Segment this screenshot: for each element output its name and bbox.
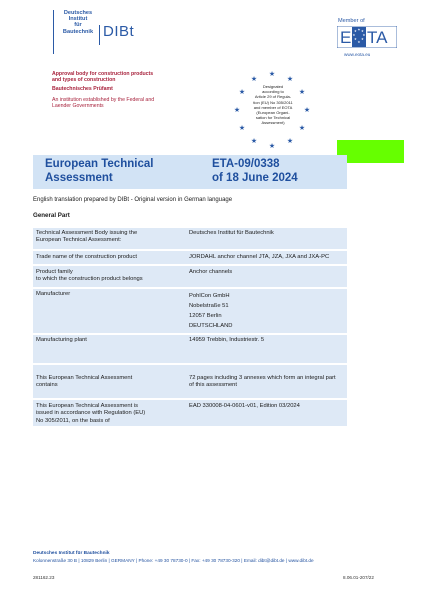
svg-text:TA: TA	[367, 28, 388, 47]
dibt-name-line: Bautechnik	[62, 28, 94, 35]
approval-line: and types of construction	[52, 77, 116, 84]
dibt-logo-rule	[53, 10, 54, 54]
footer-org-name: Deutsches Institut für Bautechnik	[33, 551, 110, 556]
row-label: Manufacturer	[36, 291, 71, 297]
svg-text:★: ★	[361, 37, 364, 41]
star-icon: ★	[233, 106, 241, 114]
star-icon: ★	[238, 88, 246, 96]
row-value: 72 pages including 3 annexes which form an integral part of this assessment	[189, 375, 336, 389]
dibt-name-line: Deutsches	[63, 10, 93, 16]
star-icon: ★	[268, 142, 276, 150]
row-label: Manufacturing plant	[36, 337, 87, 343]
designation-line: Article 29 of Regula-	[254, 94, 292, 100]
footer-doc-number: 281162.23	[33, 575, 55, 580]
title-line: Assessment	[45, 171, 113, 184]
svg-text:★: ★	[354, 37, 357, 41]
designation-line: Designated	[262, 84, 284, 89]
approval-body-heading	[52, 71, 153, 84]
row-label: This European Technical Assessment contains	[36, 375, 133, 389]
approval-name: Bautechnisches Prüfamt	[52, 86, 113, 92]
dibt-name-line: für	[74, 22, 82, 29]
approval-description	[52, 97, 192, 110]
approval-desc-line: Laender Governments	[52, 103, 104, 110]
row-value: Anchor channels	[189, 269, 233, 275]
svg-text:★: ★	[357, 27, 361, 32]
dibt-logo-mark: DIBt	[103, 23, 134, 40]
star-icon: ★	[286, 137, 294, 145]
footer-form-number: 8.06.01-207/22	[343, 575, 374, 580]
star-icon: ★	[298, 88, 306, 96]
eota-url: www.eota.eu	[344, 52, 371, 57]
star-icon: ★	[238, 124, 246, 132]
svg-text:★: ★	[362, 33, 366, 37]
dibt-name-line: Institut	[68, 16, 88, 23]
row-label: Technical Assessment Body issuing the European Technical Assessment:	[36, 230, 138, 244]
eta-number: ETA-09/0338	[212, 158, 280, 170]
designation-line: (European Organi-	[256, 110, 290, 116]
svg-text:★: ★	[357, 40, 361, 44]
svg-text:★: ★	[354, 29, 357, 33]
designation-line: sation for Technical	[255, 115, 291, 121]
approval-desc-line: An institution established by the Federal and	[52, 97, 155, 103]
green-highlight-box	[337, 140, 404, 163]
star-icon: ★	[303, 106, 311, 114]
approval-line: Approval body for construction products	[52, 71, 154, 77]
star-icon: ★	[250, 75, 258, 83]
row-value: JORDAHL anchor channel JTA, JZA, JXA and JXA-PC	[189, 254, 330, 260]
star-icon: ★	[298, 124, 306, 132]
svg-text:★: ★	[352, 33, 356, 37]
svg-text:★: ★	[361, 29, 364, 33]
star-icon: ★	[250, 137, 258, 145]
designation-line: and member of EOTA	[253, 104, 293, 110]
dibt-logo-name	[56, 10, 100, 35]
star-icon: ★	[268, 70, 276, 78]
document-number	[212, 158, 298, 185]
eta-date: of 18 June 2024	[212, 171, 298, 184]
title-line: European Technical	[45, 158, 154, 170]
designation-line: according to	[262, 89, 284, 95]
translation-note: English translation prepared by DIBt - Original version in German language	[33, 197, 233, 203]
document-title	[45, 158, 153, 185]
row-value: Deutsches Institut für Bautechnik	[189, 230, 274, 236]
eota-logo	[337, 26, 397, 48]
row-value: EAD 330008-04-0601-v01, Edition 03/2024	[189, 403, 300, 409]
row-value: 14959 Trebbin, Industriestr. 5	[189, 337, 265, 343]
row-label: Trade name of the construction product	[36, 254, 137, 260]
footer-address: Kolonnenstraße 30 B | 10829 Berlin | GERMANY | Phone: +49 30 78730-0 | Fax: +49 30 78730-320 | Email: dibt@dibt.de | www.dibt.de	[33, 558, 314, 563]
designation-line: Assessment)	[261, 120, 285, 126]
svg-text:E: E	[340, 28, 352, 47]
row-value: PohlCon GmbH Nobelstraße 51 12057 Berlin DEUTSCHLAND	[189, 293, 233, 329]
section-heading: General Part	[33, 212, 70, 219]
designation-text	[248, 84, 298, 126]
row-label: This European Technical Assessment is issued in accordance with Regulation (EU) No 305/2011, on the basis of	[36, 403, 146, 424]
star-icon: ★	[286, 75, 294, 83]
row-label: Product family to which the construction product belongs	[36, 269, 143, 283]
designation-line: tion (EU) No 305/2011	[253, 99, 293, 105]
eota-member-label: Member of	[338, 18, 365, 24]
